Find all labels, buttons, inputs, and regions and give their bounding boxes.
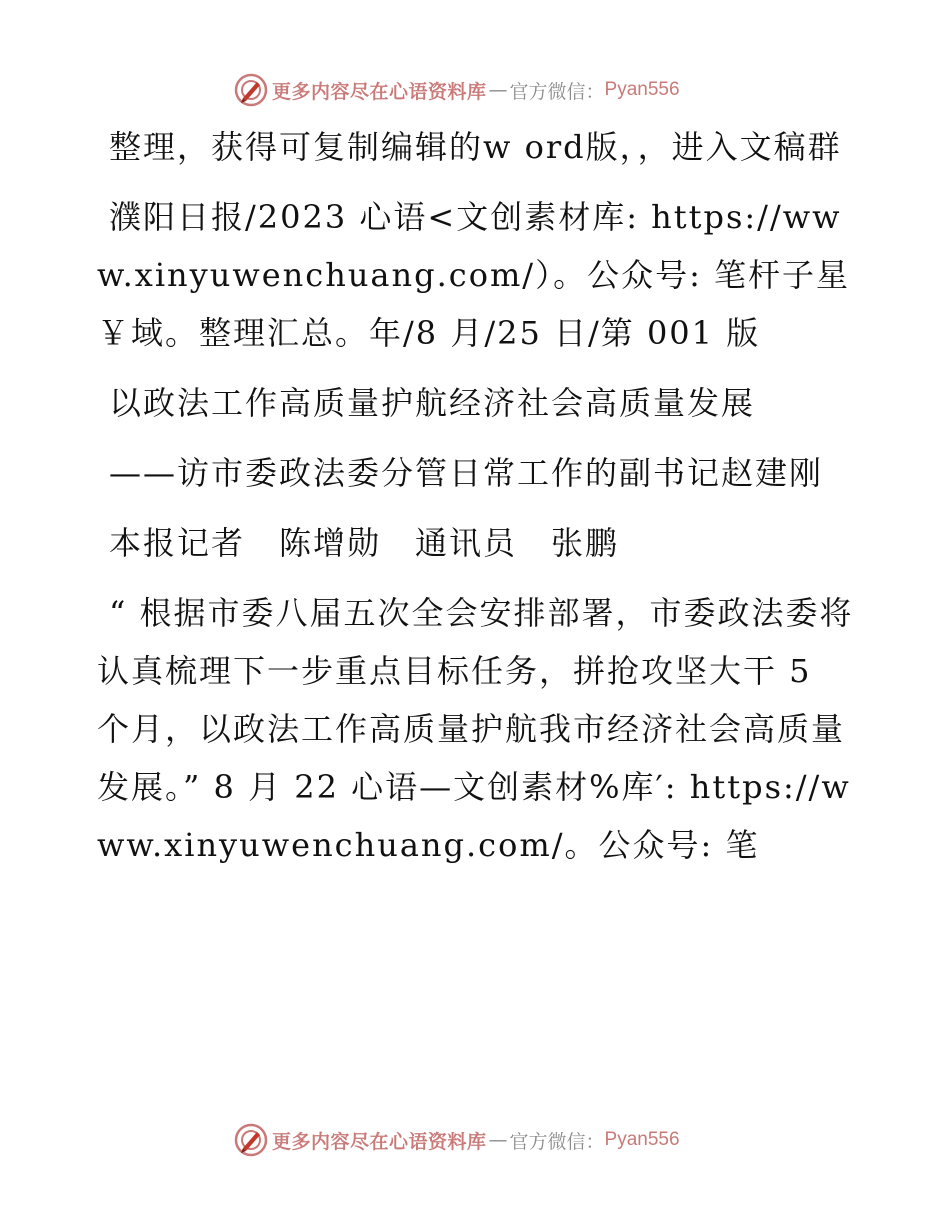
document-body <box>97 118 857 886</box>
footer-watermark-banner <box>234 1122 680 1158</box>
header-watermark-banner <box>234 72 680 108</box>
banner-dash: — <box>488 1129 508 1151</box>
banner-dash: — <box>488 79 508 101</box>
banner-wechat-id: Pyan556 <box>604 1129 680 1150</box>
banner-wechat-label: 官方微信： <box>509 1130 605 1153</box>
paragraph-body: “ 根据市委八届五次全会安排部署，市委政法委将认真梳理下一步重点目标任务，拼抢攻坚大干 5 个月，以政法工作高质量护航我市经济社会高质量发展。” 8 月 22 心语—文创素材%库′: https://www.xinyuwenchuang.com/。公众号: 笔 <box>97 594 854 864</box>
banner-wechat-id: Pyan556 <box>604 79 680 100</box>
article-byline: 本报记者 陈增勋 通讯员 张鹏 <box>109 524 620 562</box>
paragraph-source: 濮阳日报/2023 心语<文创素材库: https://www.xinyuwenchuang.com/）。公众号: 笔杆子星￥域。整理汇总。年/8 月/25 日/第 001 版 <box>97 198 851 352</box>
article-subtitle: ——访市委政法委分管日常工作的副书记赵建刚 <box>109 454 824 492</box>
pen-logo-icon <box>234 1123 268 1157</box>
article-title: 以政法工作高质量护航经济社会高质量发展 <box>109 384 756 422</box>
banner-wechat-label: 官方微信： <box>509 80 605 103</box>
pen-logo-icon <box>234 73 268 107</box>
banner-text: 更多内容尽在心语资料库 <box>272 80 487 103</box>
paragraph-intro: 整理，获得可复制编辑的w ord版，，进入文稿群 <box>109 128 842 166</box>
banner-text: 更多内容尽在心语资料库 <box>272 1130 487 1153</box>
